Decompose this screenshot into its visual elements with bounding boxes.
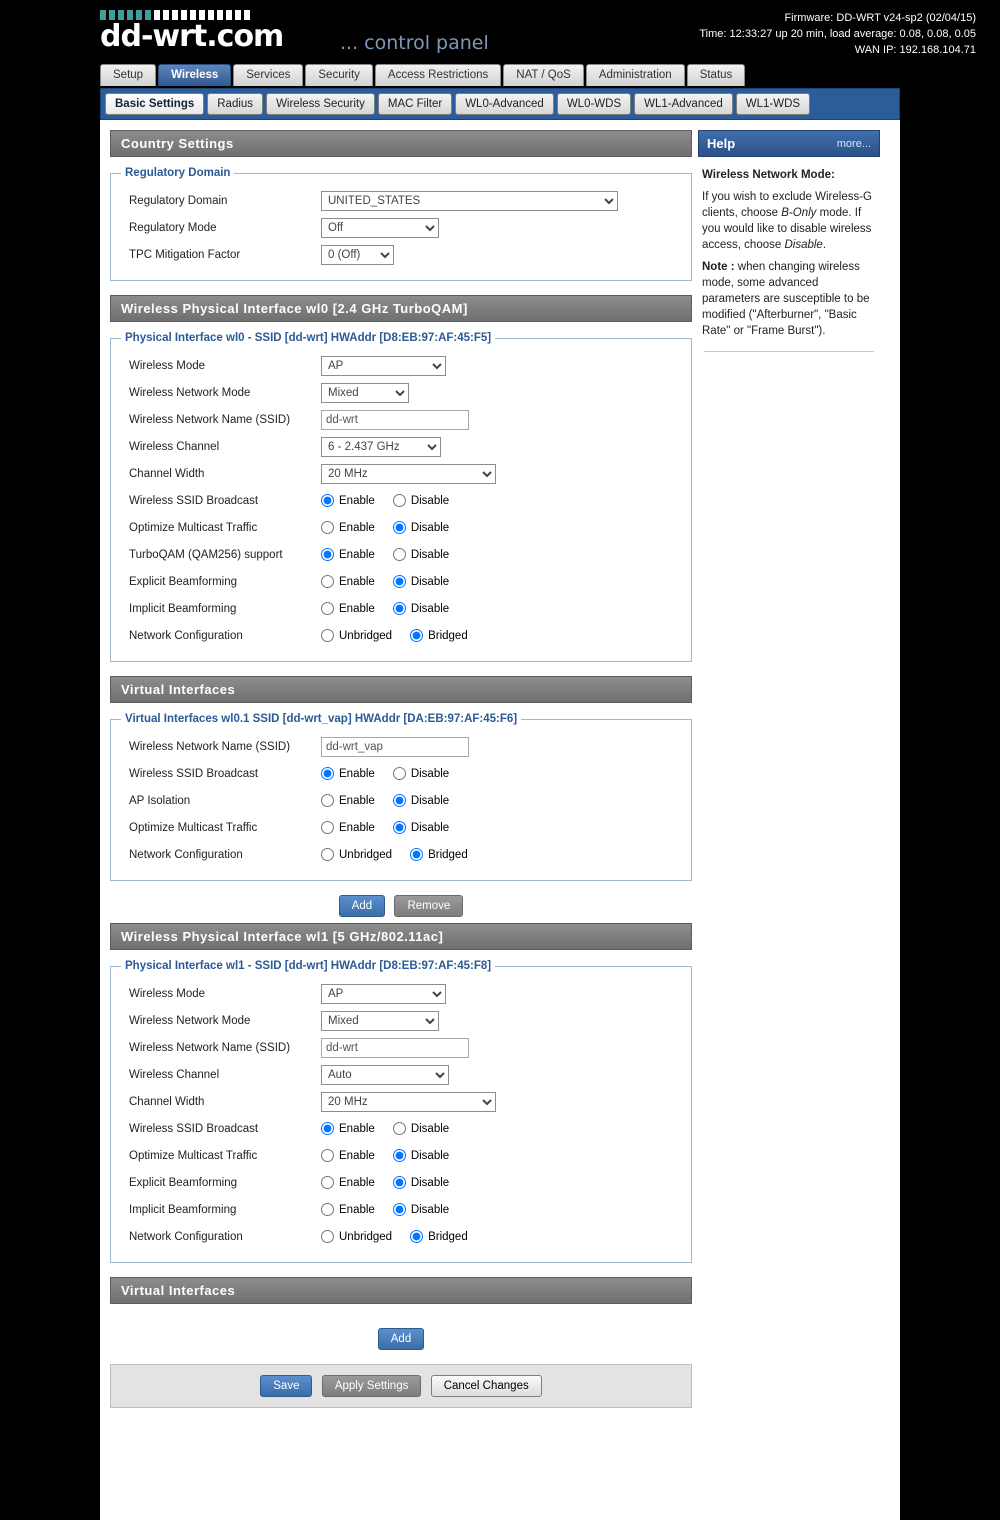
radio-wl1-broadcast-enable[interactable]: Enable bbox=[321, 1122, 375, 1135]
wl1-fieldset bbox=[110, 960, 692, 1263]
main-tabbar bbox=[100, 64, 900, 88]
brand-logo bbox=[100, 10, 283, 52]
radio-wl0-unbridged[interactable]: Unbridged bbox=[321, 629, 392, 642]
firmware-text: Firmware: DD-WRT v24-sp2 (02/04/15) bbox=[784, 12, 976, 24]
radio-wl1-implicit-bf-disable[interactable]: Disable bbox=[393, 1203, 449, 1216]
tab-access-restrictions[interactable]: Access Restrictions bbox=[375, 64, 501, 86]
help-note-text: when changing wireless mode, some advanced parameters are susceptible to be modified ("Afterburner", "Basic Rate" or "Frame Burst"). bbox=[702, 261, 870, 337]
time-text: Time: 12:33:27 up 20 min, load average: 0.08, 0.08, 0.05 bbox=[699, 28, 976, 40]
row-wl0-channel-width bbox=[121, 460, 681, 487]
regulatory-domain-legend: Regulatory Domain bbox=[125, 167, 231, 179]
select-wl0-wireless-mode[interactable] bbox=[321, 356, 446, 376]
row-wl1-ssid bbox=[121, 1034, 681, 1061]
tab-wireless[interactable]: Wireless bbox=[158, 64, 231, 86]
label-regulatory-domain: Regulatory Domain bbox=[129, 194, 228, 207]
radio-wl1-bridged[interactable]: Bridged bbox=[410, 1230, 468, 1243]
country-settings-header: Country Settings bbox=[110, 130, 692, 157]
row-wl1-explicit-bf bbox=[121, 1169, 681, 1196]
label-wl0-implicit-bf: Implicit Beamforming bbox=[129, 602, 237, 615]
row-wl0-network-mode bbox=[121, 379, 681, 406]
radio-vif0-multicast-disable[interactable]: Disable bbox=[393, 821, 449, 834]
label-wl1-ssid: Wireless Network Name (SSID) bbox=[129, 1041, 291, 1054]
row-regulatory-mode bbox=[121, 214, 681, 241]
radio-vif0-bridged[interactable]: Bridged bbox=[410, 848, 468, 861]
subtab-wl0-advanced[interactable]: WL0-Advanced bbox=[455, 93, 554, 115]
label-wl0-turboqam: TurboQAM (QAM256) support bbox=[129, 548, 283, 561]
radio-wl1-implicit-bf-enable[interactable]: Enable bbox=[321, 1203, 375, 1216]
radio-wl0-bridged[interactable]: Bridged bbox=[410, 629, 468, 642]
radio-wl0-implicit-bf-enable[interactable]: Enable bbox=[321, 602, 375, 615]
row-vif0-ap-isolation bbox=[121, 787, 681, 814]
wl0-section-header: Wireless Physical Interface wl0 [2.4 GHz TurboQAM] bbox=[110, 295, 692, 322]
label-vif0-ap-isolation: AP Isolation bbox=[129, 794, 191, 807]
radio-vif0-broadcast-disable[interactable]: Disable bbox=[393, 767, 449, 780]
help-p1-i2: Disable bbox=[784, 239, 823, 251]
brand-suffix: .com bbox=[206, 19, 284, 54]
select-regulatory-mode[interactable] bbox=[321, 218, 439, 238]
help-p1-i: B-Only bbox=[781, 207, 817, 219]
label-wl1-network-mode: Wireless Network Mode bbox=[129, 1014, 251, 1027]
tab-services[interactable]: Services bbox=[233, 64, 303, 86]
vif0-button-row bbox=[110, 895, 692, 917]
label-vif0-ssid-broadcast: Wireless SSID Broadcast bbox=[129, 767, 259, 780]
vif1-add-button[interactable]: Add bbox=[378, 1328, 424, 1350]
vif0-remove-button[interactable]: Remove bbox=[394, 895, 463, 917]
row-wl0-network-config bbox=[121, 622, 681, 649]
label-wl1-network-config: Network Configuration bbox=[129, 1230, 243, 1243]
row-wl1-channel bbox=[121, 1061, 681, 1088]
brand-name: dd-wrt bbox=[100, 19, 207, 54]
settings-column bbox=[100, 130, 692, 1502]
input-wl0-ssid[interactable] bbox=[321, 410, 469, 430]
control-panel-text: ... control panel bbox=[340, 32, 489, 54]
subtab-wl1-wds[interactable]: WL1-WDS bbox=[736, 93, 810, 115]
vif0-legend: Virtual Interfaces wl0.1 SSID [dd-wrt_vap] HWAddr [DA:EB:97:AF:45:F6] bbox=[125, 713, 518, 725]
row-wl0-ssid-broadcast bbox=[121, 487, 681, 514]
label-wl0-wireless-mode: Wireless Mode bbox=[129, 359, 206, 372]
wan-ip-text: WAN IP: 192.168.104.71 bbox=[854, 44, 976, 56]
vif0-fieldset bbox=[110, 713, 692, 881]
row-wl1-channel-width bbox=[121, 1088, 681, 1115]
select-wl1-wireless-mode[interactable] bbox=[321, 984, 446, 1004]
tab-security[interactable]: Security bbox=[305, 64, 373, 86]
label-wl1-explicit-bf: Explicit Beamforming bbox=[129, 1176, 238, 1189]
row-wl0-ssid bbox=[121, 406, 681, 433]
subtab-mac-filter[interactable]: MAC Filter bbox=[378, 93, 452, 115]
input-vif0-ssid[interactable] bbox=[321, 737, 469, 757]
row-wl1-ssid-broadcast bbox=[121, 1115, 681, 1142]
row-wl0-turboqam bbox=[121, 541, 681, 568]
select-regulatory-domain[interactable] bbox=[321, 191, 618, 211]
help-p1-a: If you wish to exclude Wireless-G clients, choose bbox=[702, 191, 873, 219]
vif1-button-row bbox=[110, 1328, 692, 1350]
row-wl0-multicast bbox=[121, 514, 681, 541]
subtab-wl0-wds[interactable]: WL0-WDS bbox=[557, 93, 631, 115]
help-body bbox=[698, 157, 880, 374]
help-heading: Wireless Network Mode: bbox=[702, 169, 835, 181]
label-wl0-ssid: Wireless Network Name (SSID) bbox=[129, 413, 291, 426]
label-wl1-ssid-broadcast: Wireless SSID Broadcast bbox=[129, 1122, 259, 1135]
subtab-basic-settings[interactable]: Basic Settings bbox=[105, 93, 204, 115]
help-note-label: Note : bbox=[702, 261, 735, 273]
radio-wl0-multicast-disable[interactable]: Disable bbox=[393, 521, 449, 534]
radio-wl0-implicit-bf-disable[interactable]: Disable bbox=[393, 602, 449, 615]
radio-vif0-apiso-enable[interactable]: Enable bbox=[321, 794, 375, 807]
help-column bbox=[692, 130, 890, 1502]
radio-vif0-broadcast-enable[interactable]: Enable bbox=[321, 767, 375, 780]
radio-wl0-explicit-bf-disable[interactable]: Disable bbox=[393, 575, 449, 588]
label-wl0-channel: Wireless Channel bbox=[129, 440, 220, 453]
radio-wl1-broadcast-disable[interactable]: Disable bbox=[393, 1122, 449, 1135]
wl0-legend: Physical Interface wl0 - SSID [dd-wrt] HWAddr [D8:EB:97:AF:45:F5] bbox=[125, 332, 492, 344]
help-p1-c: . bbox=[822, 239, 827, 251]
radio-wl0-turboqam-enable[interactable]: Enable bbox=[321, 548, 375, 561]
select-wl0-network-mode[interactable] bbox=[321, 383, 409, 403]
vif0-section-header: Virtual Interfaces bbox=[110, 676, 692, 703]
row-wl1-network-config bbox=[121, 1223, 681, 1250]
sub-tabbar bbox=[100, 88, 900, 120]
label-wl0-multicast: Optimize Multicast Traffic bbox=[129, 521, 258, 534]
page-header bbox=[0, 0, 1000, 60]
label-vif0-network-config: Network Configuration bbox=[129, 848, 243, 861]
radio-wl0-multicast-enable[interactable]: Enable bbox=[321, 521, 375, 534]
radio-wl1-explicit-bf-disable[interactable]: Disable bbox=[393, 1176, 449, 1189]
row-wl0-wireless-mode bbox=[121, 352, 681, 379]
tab-administration[interactable]: Administration bbox=[586, 64, 685, 86]
save-button[interactable]: Save bbox=[260, 1375, 312, 1397]
label-wl0-network-mode: Wireless Network Mode bbox=[129, 386, 251, 399]
regulatory-domain-fieldset bbox=[110, 167, 692, 281]
select-wl1-network-mode[interactable] bbox=[321, 1011, 439, 1031]
label-wl1-channel-width: Channel Width bbox=[129, 1095, 205, 1108]
label-wl1-multicast: Optimize Multicast Traffic bbox=[129, 1149, 258, 1162]
radio-vif0-unbridged[interactable]: Unbridged bbox=[321, 848, 392, 861]
label-tpc-mitigation: TPC Mitigation Factor bbox=[129, 248, 241, 261]
tab-status[interactable]: Status bbox=[687, 64, 746, 86]
radio-wl0-turboqam-disable[interactable]: Disable bbox=[393, 548, 449, 561]
select-wl1-channel[interactable] bbox=[321, 1065, 449, 1085]
label-wl1-implicit-bf: Implicit Beamforming bbox=[129, 1203, 237, 1216]
help-header bbox=[698, 130, 880, 157]
wl0-fieldset bbox=[110, 332, 692, 662]
content-area bbox=[100, 120, 900, 1520]
wl1-section-header: Wireless Physical Interface wl1 [5 GHz/802.11ac] bbox=[110, 923, 692, 950]
vif1-section-header: Virtual Interfaces bbox=[110, 1277, 692, 1304]
row-wl0-channel bbox=[121, 433, 681, 460]
radio-wl1-explicit-bf-enable[interactable]: Enable bbox=[321, 1176, 375, 1189]
row-wl1-multicast bbox=[121, 1142, 681, 1169]
input-wl1-ssid[interactable] bbox=[321, 1038, 469, 1058]
help-p1-b: mode. If you would like to disable wireless access, choose bbox=[702, 207, 872, 251]
radio-vif0-multicast-enable[interactable]: Enable bbox=[321, 821, 375, 834]
cancel-changes-button[interactable]: Cancel Changes bbox=[431, 1375, 542, 1397]
select-wl0-channel[interactable] bbox=[321, 437, 441, 457]
subtab-radius[interactable]: Radius bbox=[207, 93, 263, 115]
radio-wl1-multicast-disable[interactable]: Disable bbox=[393, 1149, 449, 1162]
radio-wl1-unbridged[interactable]: Unbridged bbox=[321, 1230, 392, 1243]
vif0-add-button[interactable]: Add bbox=[339, 895, 385, 917]
radio-wl0-explicit-bf-enable[interactable]: Enable bbox=[321, 575, 375, 588]
brand-text bbox=[100, 19, 284, 54]
header-info bbox=[699, 10, 976, 58]
label-wl0-channel-width: Channel Width bbox=[129, 467, 205, 480]
footer-button-bar bbox=[110, 1364, 692, 1408]
label-regulatory-mode: Regulatory Mode bbox=[129, 221, 217, 234]
row-regulatory-domain bbox=[121, 187, 681, 214]
row-wl0-explicit-bf bbox=[121, 568, 681, 595]
radio-vif0-apiso-disable[interactable]: Disable bbox=[393, 794, 449, 807]
row-vif0-ssid-broadcast bbox=[121, 760, 681, 787]
apply-settings-button[interactable]: Apply Settings bbox=[322, 1375, 422, 1397]
label-wl0-explicit-bf: Explicit Beamforming bbox=[129, 575, 238, 588]
row-vif0-ssid bbox=[121, 733, 681, 760]
help-more-link[interactable]: more... bbox=[836, 137, 871, 150]
subtab-wl1-advanced[interactable]: WL1-Advanced bbox=[634, 93, 733, 115]
radio-wl0-ssid-broadcast-disable[interactable]: Disable bbox=[393, 494, 449, 507]
select-wl0-channel-width[interactable] bbox=[321, 464, 496, 484]
tab-setup[interactable]: Setup bbox=[100, 64, 156, 86]
subtab-wireless-security[interactable]: Wireless Security bbox=[266, 93, 375, 115]
row-wl0-implicit-bf bbox=[121, 595, 681, 622]
row-vif0-network-config bbox=[121, 841, 681, 868]
select-wl1-channel-width[interactable] bbox=[321, 1092, 496, 1112]
label-wl0-ssid-broadcast: Wireless SSID Broadcast bbox=[129, 494, 259, 507]
select-tpc-mitigation[interactable] bbox=[321, 245, 394, 265]
label-vif0-ssid: Wireless Network Name (SSID) bbox=[129, 740, 291, 753]
help-title: Help bbox=[707, 136, 736, 151]
row-wl1-implicit-bf bbox=[121, 1196, 681, 1223]
wl1-legend: Physical Interface wl1 - SSID [dd-wrt] HWAddr [D8:EB:97:AF:45:F8] bbox=[125, 960, 492, 972]
tab-nat-qos[interactable]: NAT / QoS bbox=[503, 64, 584, 86]
row-vif0-multicast bbox=[121, 814, 681, 841]
label-wl0-network-config: Network Configuration bbox=[129, 629, 243, 642]
label-wl1-wireless-mode: Wireless Mode bbox=[129, 987, 206, 1000]
help-divider bbox=[704, 351, 874, 352]
row-tpc-mitigation bbox=[121, 241, 681, 268]
radio-wl1-multicast-enable[interactable]: Enable bbox=[321, 1149, 375, 1162]
row-wl1-wireless-mode bbox=[121, 980, 681, 1007]
label-wl1-channel: Wireless Channel bbox=[129, 1068, 220, 1081]
radio-wl0-ssid-broadcast-enable[interactable]: Enable bbox=[321, 494, 375, 507]
row-wl1-network-mode bbox=[121, 1007, 681, 1034]
label-vif0-multicast: Optimize Multicast Traffic bbox=[129, 821, 258, 834]
